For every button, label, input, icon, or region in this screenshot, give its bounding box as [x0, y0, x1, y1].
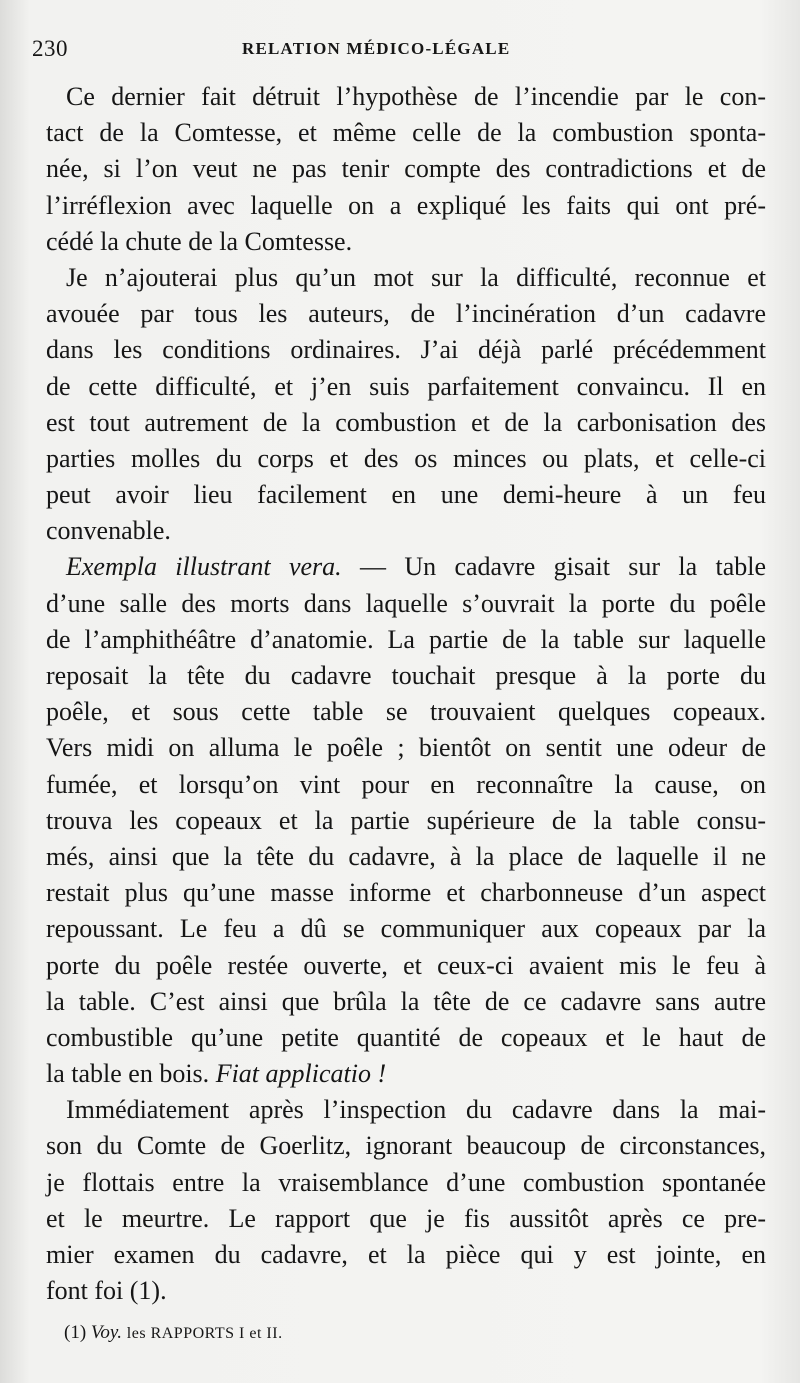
- text-line: la table en bois. Fiat applicatio !: [46, 1059, 387, 1089]
- text-line: peut avoir lieu facilement en une demi-heure à un feu: [46, 480, 766, 510]
- text-line: son du Comte de Goerlitz, ignorant beaucoup de circonstances,: [46, 1131, 766, 1161]
- running-head: [32, 36, 532, 66]
- text-line: Immédiatement après l’inspection du cadavre dans la mai-: [66, 1095, 766, 1125]
- text-line: combustible qu’une petite quantité de copeaux et le haut de: [46, 1022, 766, 1052]
- text-line: trouva les copeaux et la partie supérieure de la table consu-: [46, 805, 766, 835]
- footnote: [64, 1322, 283, 1344]
- text-line: et le meurtre. Le rapport que je fis aussitôt après ce pre-: [46, 1203, 766, 1233]
- text-line: poêle, et sous cette table se trouvaient quelques copeaux.: [46, 697, 766, 727]
- italic-phrase: Exempla illustrant vera.: [66, 552, 342, 582]
- footnote-text: les RAPPORTS I et II.: [126, 1325, 283, 1342]
- text-line: més, ainsi que la tête du cadavre, à la place de laquelle il ne: [46, 841, 766, 871]
- text-line: née, si l’on veut ne pas tenir compte des contradictions et de: [46, 154, 766, 184]
- text-line: repoussant. Le feu a dû se communiquer aux copeaux par la: [46, 914, 766, 944]
- text-line: la table. C’est ainsi que brûla la tête de ce cadavre sans autre: [46, 986, 766, 1016]
- text-line: Je n’ajouterai plus qu’un mot sur la difficulté, reconnue et: [66, 262, 766, 292]
- text-line: fumée, et lorsqu’on vint pour en reconnaître la cause, on: [46, 769, 766, 799]
- text-line: je flottais entre la vraisemblance d’une combustion spontanée: [46, 1167, 766, 1197]
- text-line: mier examen du cadavre, et la pièce qui y est jointe, en: [46, 1240, 766, 1269]
- text-line: font foi (1).: [46, 1276, 167, 1306]
- text-line: parties molles du corps et des os minces ou plats, et celle-ci: [46, 443, 766, 473]
- footnote-abbrev: Voy.: [90, 1322, 123, 1343]
- text-line: de cette difficulté, et j’en suis parfaitement convaincu. Il en: [46, 371, 766, 401]
- italic-phrase: Fiat applicatio !: [215, 1059, 387, 1089]
- text-line: d’une salle des morts dans laquelle s’ouvrait la porte du poêle: [46, 588, 766, 618]
- text-line: restait plus qu’une masse informe et charbonneuse d’un aspect: [46, 878, 766, 908]
- text-line: Ce dernier fait détruit l’hypothèse de l’incendie par le con-: [66, 82, 766, 111]
- text-line: de l’amphithéâtre d’anatomie. La partie de la table sur laquelle: [46, 624, 766, 654]
- text-line: reposait la tête du cadavre touchait presque à la porte du: [46, 661, 766, 690]
- text-line: cédé la chute de la Comtesse.: [46, 226, 353, 256]
- body-text: [46, 79, 766, 1309]
- text-line: avouée par tous les auteurs, de l’incinération d’un cadavre: [46, 299, 766, 329]
- text-line: convenable.: [46, 516, 171, 546]
- text-line: est tout autrement de la combustion et de la carbonisation des: [46, 407, 766, 437]
- text-line: Vers midi on alluma le poêle ; bientôt on sentit une odeur de: [46, 733, 766, 763]
- running-title: RELATION MÉDICO-LÉGALE: [242, 39, 511, 58]
- page-number: 230: [32, 36, 68, 61]
- footnote-marker: (1): [64, 1322, 87, 1343]
- text-line: l’irréflexion avec laquelle on a expliqué les faits qui ont pré-: [46, 190, 766, 220]
- text-line: dans les conditions ordinaires. J’ai déjà parlé précédemment: [46, 335, 766, 365]
- text-line: porte du poêle restée ouverte, et ceux-ci avaient mis le feu à: [46, 950, 766, 980]
- text-line: Exempla illustrant vera. — Un cadavre gisait sur la table: [66, 552, 766, 582]
- text-line: tact de la Comtesse, et même celle de la combustion sponta-: [46, 118, 766, 148]
